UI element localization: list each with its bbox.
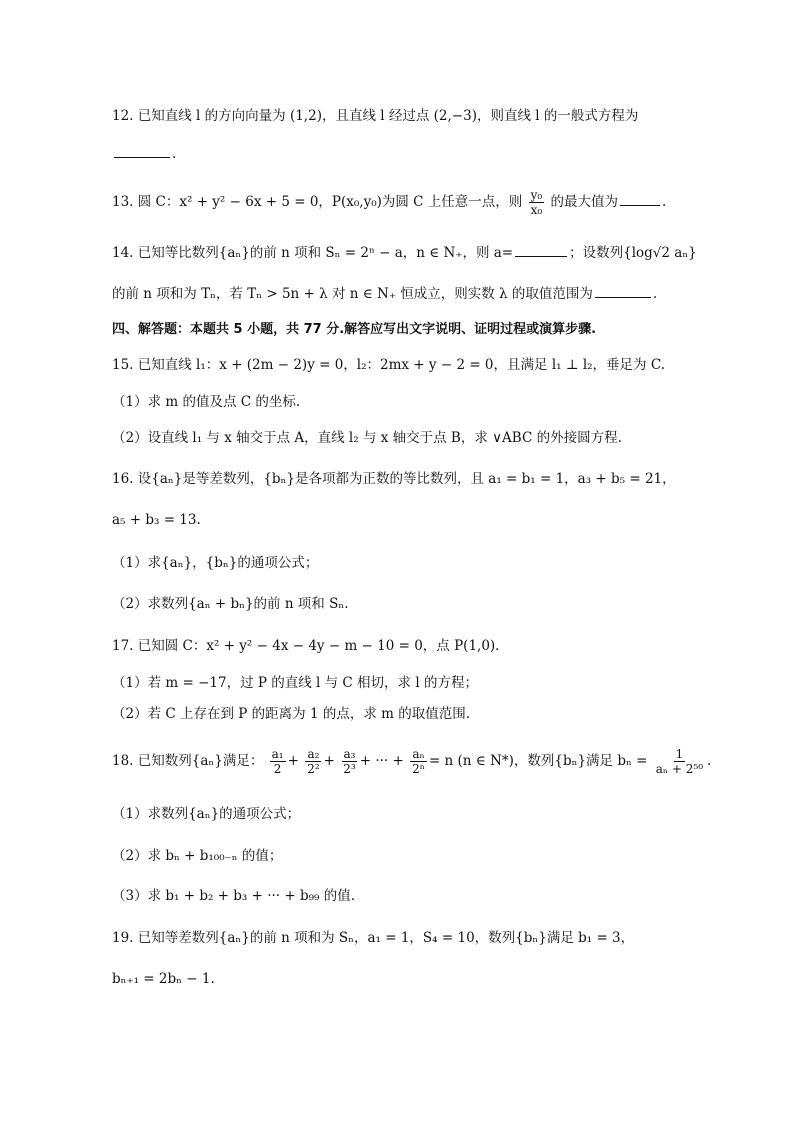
period: .: [707, 753, 712, 769]
numerator: 1: [675, 747, 684, 761]
question-18-line: [112, 743, 711, 783]
fraction-y0-over-x0: [529, 188, 545, 217]
numerator: a₃: [343, 747, 356, 761]
operator: +: [323, 753, 335, 769]
question-13-text-a: 13. 圆 C：x² + y² − 6x + 5 = 0，P(x₀,y₀)为圆 C 上任意一点，则: [112, 194, 523, 210]
question-12-line-2: [112, 143, 176, 164]
question-14-line-1: [112, 242, 697, 263]
question-12-line-1: [112, 106, 638, 126]
denominator: 2²: [307, 762, 320, 776]
section-heading: 四、解答题：本题共 5 小题，共 77 分.解答应写出文字说明、证明过程或演算步骤.: [112, 322, 597, 337]
question-17-line: 17. 已知圆 C：x² + y² − 4x − 4y − m − 10 = 0，点 P(1,0).: [112, 638, 500, 654]
answer-blank[interactable]: [595, 283, 651, 298]
numerator: a₁: [271, 747, 284, 761]
operator: + ··· +: [359, 753, 404, 769]
term-fraction: [410, 747, 427, 776]
question-16-line-1: 16. 设{aₙ}是等差数列，{bₙ}是各项都为正数的等比数列，且 a₁ = b₁ = 1，a₃ + b₅ = 21，: [112, 471, 676, 487]
answer-blank[interactable]: [515, 242, 567, 257]
question-19-line-1: 19. 已知等差数列{aₙ}的前 n 项和为 Sₙ，a₁ = 1，S₄ = 10，数列{bₙ}满足 b₁ = 3，: [112, 930, 635, 946]
term-fraction: [305, 747, 321, 776]
question-18-lead: 18. 已知数列{aₙ}满足：: [112, 753, 264, 769]
question-17-part-2: （2）若 C 上存在到 P 的距离为 1 的点，求 m 的取值范围.: [112, 706, 471, 722]
question-18-part-1: （1）求数列{aₙ}的通项公式；: [112, 806, 301, 822]
question-14-line-2: [112, 283, 657, 304]
period: .: [661, 194, 667, 210]
operator: +: [287, 753, 299, 769]
fraction-numerator: y₀: [530, 188, 543, 202]
numerator: a₂: [307, 747, 320, 761]
question-18-part-3: （3）求 b₁ + b₂ + b₃ + ··· + b₉₉ 的值.: [112, 888, 356, 904]
question-15-part-1: （1）求 m 的值及点 C 的坐标.: [112, 394, 301, 410]
question-16-part-2: （2）求数列{aₙ + bₙ}的前 n 项和 Sₙ.: [112, 596, 349, 612]
question-14-text-b: ；设数列{log√2 aₙ}: [569, 245, 697, 261]
term-fraction: [341, 747, 357, 776]
operator: = n (n ∈ N*)，数列{bₙ}满足 bₙ =: [428, 753, 648, 769]
fraction-denominator: x₀: [530, 203, 543, 217]
denominator: 2³: [343, 762, 356, 776]
question-14-text-c: 的前 n 项和为 Tₙ，若 Tₙ > 5n + λ 对 n ∈ N₊ 恒成立，则实数 λ 的取值范围为: [112, 286, 593, 302]
question-17-part-1: （1）若 m = −17，过 P 的直线 l 与 C 相切，求 l 的方程；: [112, 675, 478, 691]
period: .: [172, 146, 177, 162]
term-fraction: [270, 747, 286, 776]
question-13-text-b: 的最大值为: [550, 194, 618, 210]
question-19-line-2: bₙ₊₁ = 2bₙ − 1.: [112, 971, 215, 987]
question-15-part-2: （2）设直线 l₁ 与 x 轴交于点 A，直线 l₂ 与 x 轴交于点 B，求 ∨ABC 的外接圆方程.: [112, 430, 622, 446]
answer-blank[interactable]: [114, 143, 170, 158]
denominator: 2: [273, 762, 282, 776]
denominator: aₙ + 2⁵⁰: [655, 762, 704, 776]
period: .: [652, 286, 658, 302]
question-18-part-2: （2）求 bₙ + b₁₀₀₋ₙ 的值；: [112, 848, 283, 864]
question-15-line: 15. 已知直线 l₁：x + (2m − 2)y = 0，l₂：2mx + y − 2 = 0，且满足 l₁ ⊥ l₂，垂足为 C.: [112, 357, 665, 373]
numerator: aₙ: [412, 747, 425, 761]
question-12-text: 12. 已知直线 l 的方向向量为 (1,2)，且直线 l 经过点 (2,−3)，则直线 l 的一般式方程为: [112, 108, 639, 124]
denominator: 2ⁿ: [412, 762, 425, 776]
question-16-line-2: a₅ + b₃ = 13.: [112, 512, 201, 528]
answer-blank[interactable]: [620, 191, 660, 206]
question-16-part-1: （1）求{aₙ}，{bₙ}的通项公式；: [112, 555, 319, 571]
question-13-line: [112, 188, 666, 217]
question-14-text-a: 14. 已知等比数列{aₙ}的前 n 项和 Sₙ = 2ⁿ − a，n ∈ N₊，则 a=: [112, 245, 514, 261]
b-fraction: [654, 747, 705, 776]
